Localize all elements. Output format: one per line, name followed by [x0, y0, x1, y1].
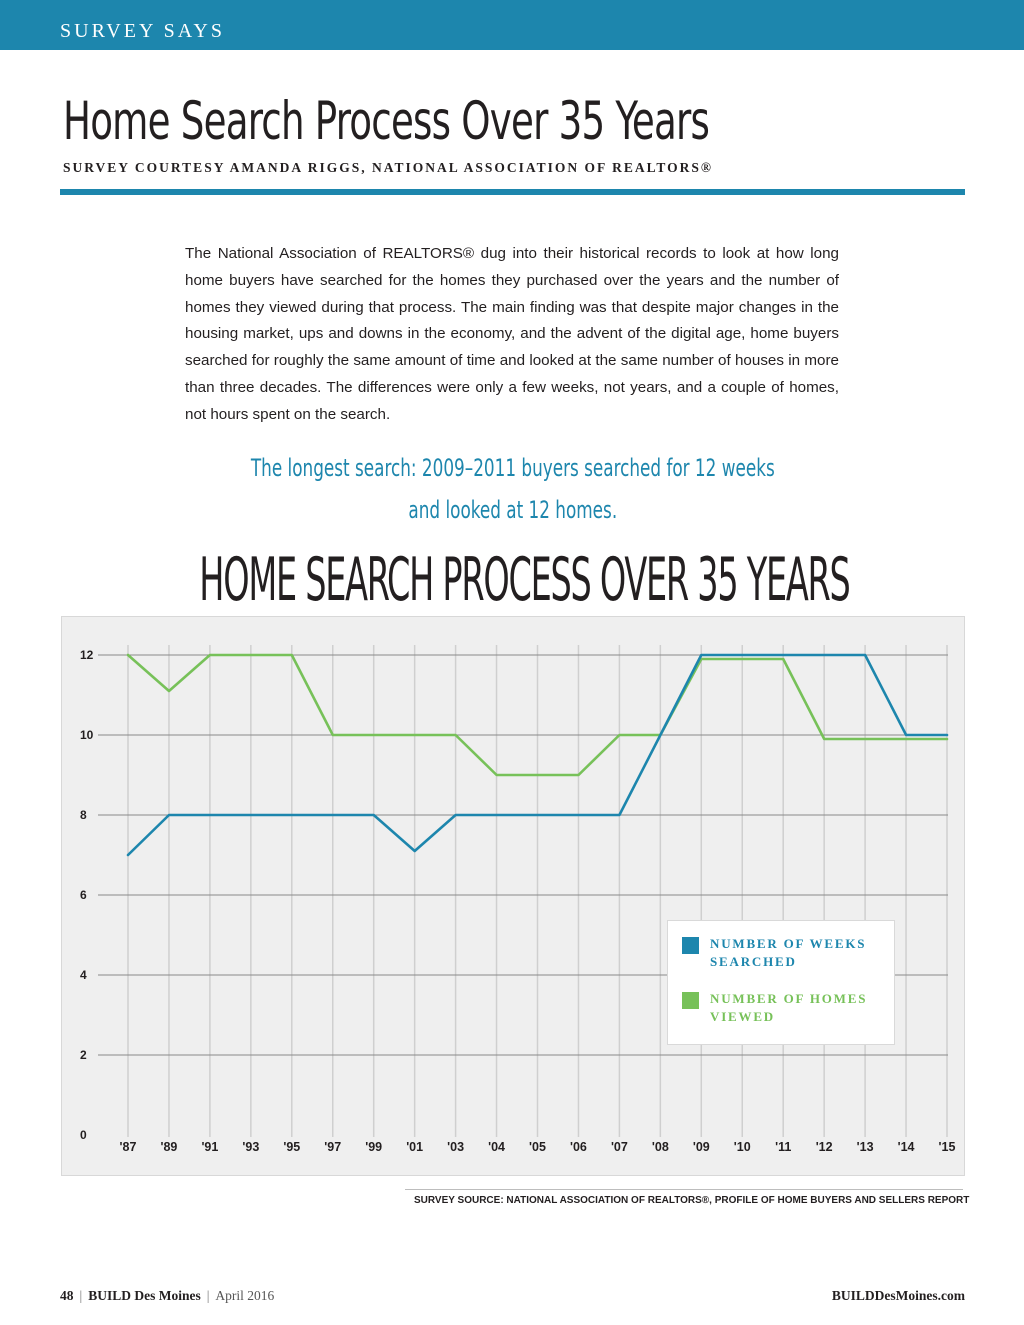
legend-item-weeks — [682, 935, 890, 971]
x-tick-label: '01 — [406, 1140, 424, 1154]
x-tick-label: '91 — [201, 1140, 219, 1154]
article-headline: Home Search Process Over 35 Years — [63, 91, 710, 152]
x-tick-label: '97 — [324, 1140, 342, 1154]
legend-label-weeks: NUMBER OF WEEKS SEARCHED — [710, 936, 867, 969]
x-tick-label: '15 — [938, 1140, 956, 1154]
footer-separator-2: | — [206, 1288, 210, 1303]
chart-source: SURVEY SOURCE: NATIONAL ASSOCIATION OF REALTORS®, PROFILE OF HOME BUYERS AND SELLERS REPORT — [414, 1195, 970, 1206]
x-tick-label: '05 — [529, 1140, 546, 1154]
x-tick-label: '12 — [815, 1140, 833, 1154]
chart-title — [0, 540, 1024, 620]
chart-title-text: HOME SEARCH PROCESS OVER 35 YEARS — [199, 545, 850, 615]
page-footer — [60, 1288, 274, 1304]
y-tick-label: 8 — [80, 808, 87, 822]
callout — [60, 447, 965, 531]
footer-separator: | — [79, 1288, 83, 1303]
callout-line-1: The longest search: 2009–2011 buyers searched for 12 weeks — [250, 454, 775, 482]
x-tick-label: '03 — [447, 1140, 465, 1154]
x-tick-label: '87 — [119, 1140, 137, 1154]
legend-item-homes — [682, 990, 890, 1026]
magazine-name: BUILD Des Moines — [88, 1288, 201, 1303]
x-tick-label: '06 — [570, 1140, 587, 1154]
x-tick-label: '07 — [610, 1140, 628, 1154]
chart-panel — [61, 616, 965, 1176]
source-rule — [405, 1189, 963, 1190]
x-tick-label: '14 — [897, 1140, 915, 1154]
legend-label-homes: NUMBER OF HOMES VIEWED — [710, 991, 868, 1024]
section-label: SURVEY SAYS — [60, 20, 225, 42]
intro-paragraph: The National Association of REALTORS® dug into their historical records to look at how long home buyers have searched for the homes they purchased over the years and the number of homes they viewed during that process. The main finding was that despite major changes in the housing market, ups and downs in the economy, and the advent of the digital age, home buyers searched for roughly the same amount of time and looked at the same number of houses in more than three decades. The differences were only a few weeks, not years, and a couple of homes, not hours spent on the search. — [185, 245, 839, 423]
x-tick-label: '10 — [733, 1140, 751, 1154]
x-tick-label: '08 — [651, 1140, 669, 1154]
section-header-bar — [0, 0, 1024, 50]
line-chart — [62, 617, 966, 1177]
x-tick-label: '09 — [692, 1140, 710, 1154]
legend-swatch-weeks — [682, 937, 699, 954]
y-tick-label: 12 — [80, 648, 94, 662]
y-tick-label: 2 — [80, 1048, 87, 1062]
x-tick-label: '99 — [365, 1140, 383, 1154]
x-tick-label: '11 — [775, 1140, 792, 1154]
y-tick-label: 6 — [80, 888, 87, 902]
y-tick-label: 0 — [80, 1128, 87, 1142]
callout-line-2: and looked at 12 homes. — [408, 496, 617, 524]
y-tick-label: 10 — [80, 728, 94, 742]
x-tick-label: '89 — [160, 1140, 178, 1154]
x-tick-label: '04 — [488, 1140, 505, 1154]
website-link[interactable]: BUILDDesMoines.com — [831, 1288, 965, 1303]
issue-date: April 2016 — [215, 1288, 275, 1303]
article-byline: SURVEY COURTESY AMANDA RIGGS, NATIONAL ASSOCIATION OF REALTORS® — [63, 160, 713, 175]
y-tick-label: 4 — [80, 968, 87, 982]
x-tick-label: '93 — [242, 1140, 260, 1154]
x-tick-label: '95 — [283, 1140, 301, 1154]
legend-swatch-homes — [682, 992, 699, 1009]
chart-legend — [667, 920, 895, 1045]
title-rule — [60, 189, 965, 195]
page-number: 48 — [60, 1288, 74, 1303]
x-tick-label: '13 — [856, 1140, 874, 1154]
